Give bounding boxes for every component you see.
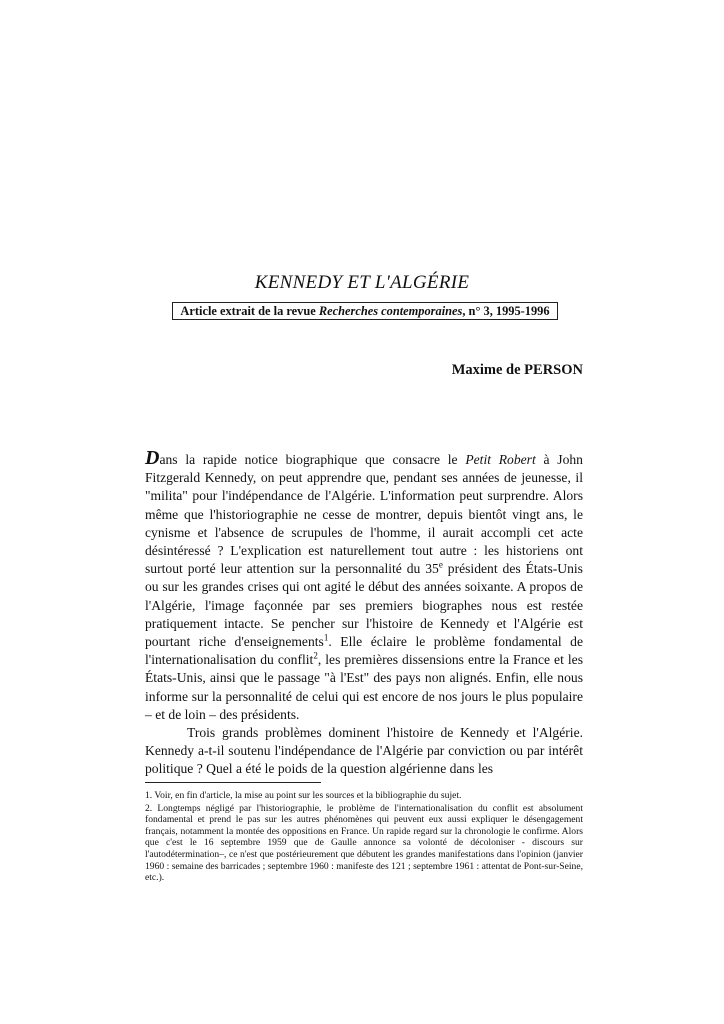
footnote-separator [145, 782, 321, 783]
paragraph-1 [145, 447, 583, 724]
ordinal-superscript: e [438, 559, 443, 570]
footnote-ref-2[interactable]: 2 [313, 650, 318, 661]
source-prefix: Article extrait de la revue [180, 304, 319, 318]
paragraph-text: ans la rapide notice biographique que consacre le [159, 452, 466, 467]
paragraph-text: . Elle éclaire le problème fondamental de l'internationalisation du conflit [145, 634, 583, 668]
article-title: KENNEDY ET L'ALGÉRIE [254, 272, 470, 293]
paragraph-text: à John Fitzgerald Kennedy, on peut apprendre que, pendant ses années de jeunesse, il "milita" pour l'indépendance de l'Algérie. L'information peut surprendre. Alors même que l'historiographie ne cesse de montrer, depuis bientôt vingt ans, le cynisme et l'absence de scrupules de l'homme, il aurait accompli cet acte désintéressé ? L'explication est naturellement tout autre : les historiens ont surtout porté leur attention sur la personnalité du 35 [145, 452, 583, 577]
paragraph-2: Trois grands problèmes dominent l'histoire de Kennedy et l'Algérie. Kennedy a-t-il soutenu l'indépendance de l'Algérie par conviction ou par intérêt politique ? Quel a été le poids de la question algérienne dans les [145, 725, 583, 777]
paragraph-text: président des États-Unis ou sur les grandes crises qui ont agité le début des années soixante. A propos de l'Algérie, l'image façonnée par ses premiers biographes nous est restée pratiquement intacte. Se pencher sur l'histoire de Kennedy et l'Algérie est pourtant riche d'enseignements [145, 561, 583, 650]
article-body [145, 447, 583, 779]
author-name: Maxime de PERSON [451, 362, 583, 378]
footnote-1: 1. Voir, en fin d'article, la mise au point sur les sources et la bibliographie du sujet. [145, 790, 462, 801]
petit-robert-title: Petit Robert [465, 452, 536, 467]
paragraph-text: , les premières dissensions entre la France et les États-Unis, ainsi que le passage "à l'Est" des pays non alignés. Enfin, elle nous informe sur la personnalité de celui qui est encore de nos jours le plus populaire – et de loin – des présidents. [145, 652, 583, 722]
article-source-box [172, 302, 558, 320]
drop-cap: D [145, 447, 160, 469]
footnote-2: 2. Longtemps négligé par l'historiographie, le problème de l'internationalisation du conflit est absolument fondamental et prend le pas sur les autres phénomènes qui peuvent eux aussi expliquer le désengagement français, notamment la montée des oppositions en France. Un rapide regard sur la chronologie le confirme. Alors que c'est le 16 septembre 1959 que de Gaulle annonce sa volonté de décoloniser - discours sur l'autodétermination–, ce n'est que postérieurement que débutent les grandes manifestations dans l'opinion (janvier 1960 : semaine des barricades ; septembre 1960 : manifeste des 121 ; septembre 1961 : attentat de Pont-sur-Seine, etc.). [145, 802, 583, 884]
footnotes [145, 790, 583, 885]
source-issue: , n° 3, 1995-1996 [462, 304, 550, 318]
journal-name: Recherches contemporaines [318, 304, 463, 318]
footnote-ref-1[interactable]: 1 [323, 632, 329, 643]
